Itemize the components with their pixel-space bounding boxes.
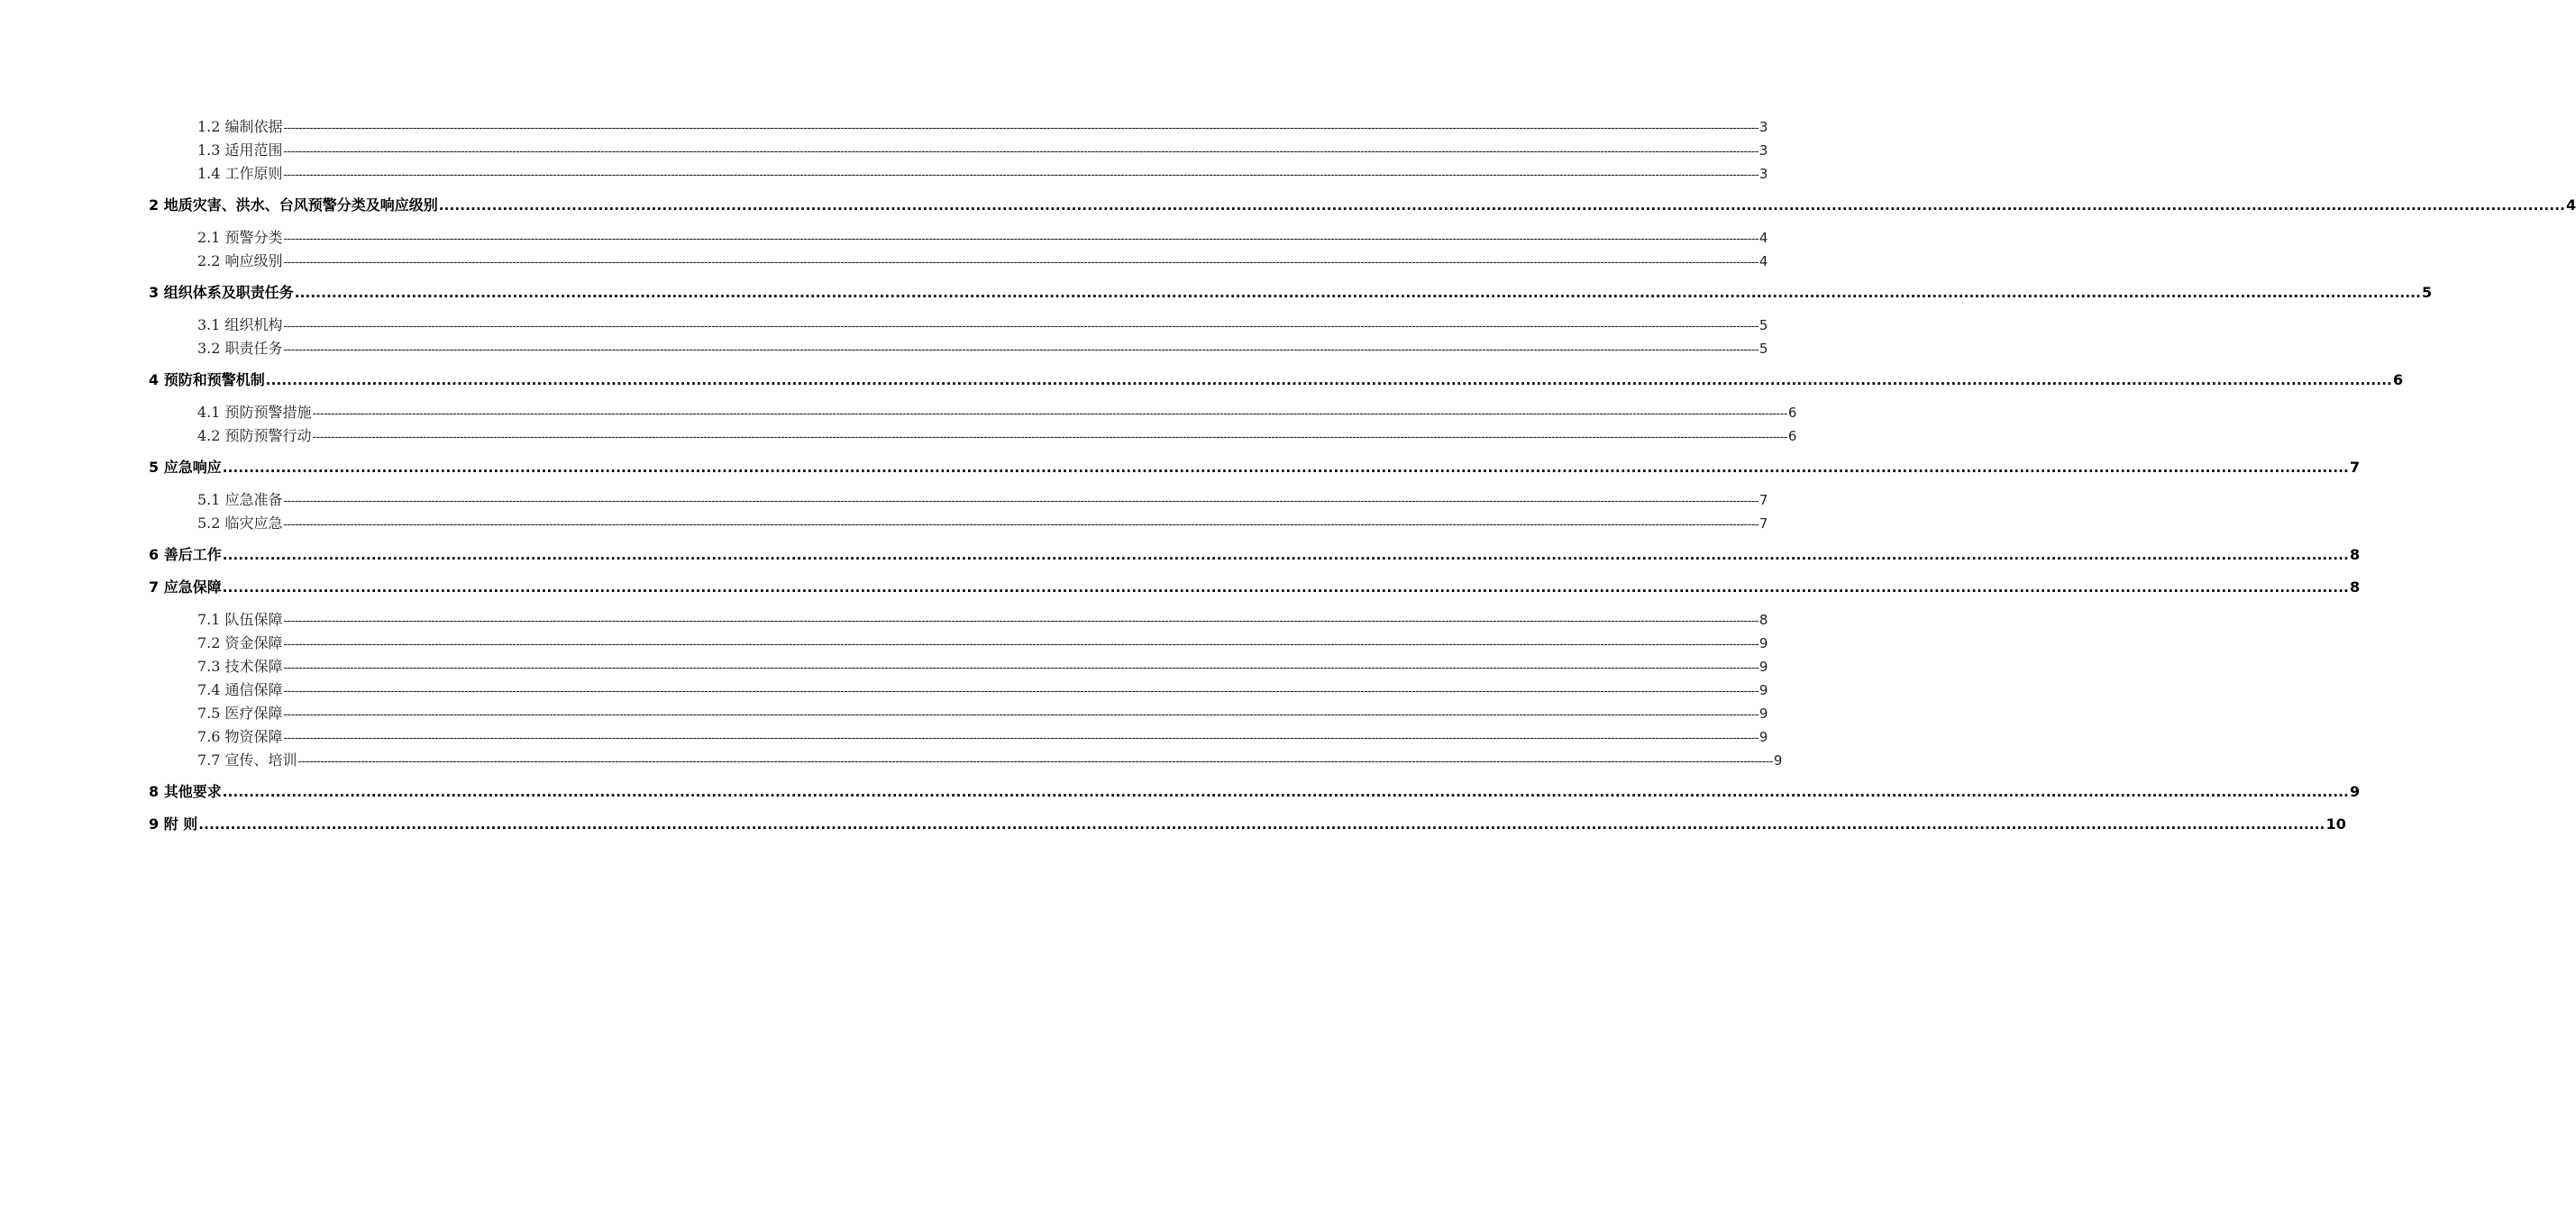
toc-entry-label: 8 其他要求 (149, 783, 222, 800)
toc-leader-dots: ---------------------------------------------------------------------------------------------------------------------------------------------------------------------------------------------------------------------------------------------------------------------------------------------------------------------------------------------------------------------------------------------------------------- (297, 755, 1773, 769)
toc-entry-page-number: 10 (2325, 815, 2346, 833)
toc-leader-dots: ................................................................................................................................................................................................................................................................................................................................................................................................................ (294, 285, 2422, 301)
toc-entry-page-number: 8 (1758, 612, 1768, 628)
toc-entry-page-number: 4 (2566, 196, 2576, 214)
toc-entry-page-number: 5 (2422, 284, 2433, 301)
toc-leader-dots: ---------------------------------------------------------------------------------------------------------------------------------------------------------------------------------------------------------------------------------------------------------------------------------------------------------------------------------------------------------------------------------------------------------------- (283, 145, 1758, 159)
toc-chapter-entry[interactable] (149, 543, 2361, 565)
toc-chapter-entry[interactable] (149, 576, 2361, 597)
toc-section-entry[interactable] (197, 512, 1768, 532)
toc-leader-dots: ................................................................................................................................................................................................................................................................................................................................................................................................................ (222, 579, 2350, 596)
toc-entry-label: 9 附 则 (149, 815, 198, 833)
toc-entry-page-number: 3 (1758, 142, 1768, 159)
toc-leader-dots: ---------------------------------------------------------------------------------------------------------------------------------------------------------------------------------------------------------------------------------------------------------------------------------------------------------------------------------------------------------------------------------------------------------------- (283, 122, 1758, 135)
toc-entry-page-number: 4 (1758, 253, 1768, 269)
toc-section-entry[interactable] (197, 115, 1768, 135)
toc-leader-dots: ---------------------------------------------------------------------------------------------------------------------------------------------------------------------------------------------------------------------------------------------------------------------------------------------------------------------------------------------------------------------------------------------------------------- (283, 661, 1758, 675)
toc-section-entry[interactable] (197, 632, 1768, 651)
toc-entry-label: 4 预防和预警机制 (149, 371, 265, 388)
toc-entry-page-number: 9 (1758, 682, 1768, 698)
toc-entry-label: 7.6 物资保障 (197, 728, 283, 745)
toc-entry-label: 3.2 职责任务 (197, 340, 283, 357)
toc-entry-page-number: 7 (1758, 515, 1768, 532)
toc-chapter-entry[interactable] (149, 456, 2361, 478)
toc-entry-label: 2 地质灾害、洪水、台风预警分类及响应级别 (149, 196, 438, 214)
toc-section-entry[interactable] (197, 139, 1768, 159)
toc-entry-label: 6 善后工作 (149, 546, 222, 563)
toc-entry-page-number: 3 (1758, 166, 1768, 182)
toc-leader-dots: ---------------------------------------------------------------------------------------------------------------------------------------------------------------------------------------------------------------------------------------------------------------------------------------------------------------------------------------------------------------------------------------------------------------- (283, 320, 1758, 333)
toc-leader-dots: ---------------------------------------------------------------------------------------------------------------------------------------------------------------------------------------------------------------------------------------------------------------------------------------------------------------------------------------------------------------------------------------------------------------- (283, 232, 1758, 246)
toc-section-entry[interactable] (197, 488, 1768, 508)
toc-leader-dots: ---------------------------------------------------------------------------------------------------------------------------------------------------------------------------------------------------------------------------------------------------------------------------------------------------------------------------------------------------------------------------------------------------------------- (283, 732, 1758, 745)
toc-section-entry[interactable] (197, 725, 1768, 745)
toc-entry-label: 7 应急保障 (149, 578, 222, 596)
toc-entry-label: 2.2 响应级别 (197, 252, 283, 269)
toc-entry-page-number: 9 (1773, 752, 1783, 769)
toc-entry-label: 3.1 组织机构 (197, 316, 283, 333)
toc-entry-page-number: 8 (2350, 546, 2361, 563)
toc-entry-page-number: 9 (1758, 729, 1768, 745)
toc-leader-dots: ---------------------------------------------------------------------------------------------------------------------------------------------------------------------------------------------------------------------------------------------------------------------------------------------------------------------------------------------------------------------------------------------------------------- (283, 343, 1758, 357)
toc-entry-page-number: 9 (2350, 783, 2361, 800)
toc-entry-label: 7.4 通信保障 (197, 681, 283, 698)
toc-chapter-entry[interactable] (149, 780, 2361, 802)
toc-leader-dots: ................................................................................................................................................................................................................................................................................................................................................................................................................ (198, 816, 2325, 833)
toc-entry-label: 7.7 宣传、培训 (197, 751, 297, 769)
toc-section-entry[interactable] (197, 678, 1768, 698)
toc-entry-page-number: 7 (1758, 492, 1768, 508)
toc-entry-label: 2.1 预警分类 (197, 229, 283, 246)
toc-entry-label: 1.4 工作原则 (197, 165, 283, 182)
toc-entry-label: 7.3 技术保障 (197, 658, 283, 675)
toc-section-entry[interactable] (197, 226, 1768, 246)
toc-leader-dots: ................................................................................................................................................................................................................................................................................................................................................................................................................ (438, 197, 2566, 214)
toc-leader-dots: ---------------------------------------------------------------------------------------------------------------------------------------------------------------------------------------------------------------------------------------------------------------------------------------------------------------------------------------------------------------------------------------------------------------- (283, 256, 1758, 269)
toc-section-entry[interactable] (197, 337, 1768, 357)
toc-chapter-entry[interactable] (149, 813, 2346, 834)
toc-entry-page-number: 9 (1758, 706, 1768, 722)
toc-entry-page-number: 8 (2350, 578, 2361, 596)
toc-section-entry[interactable] (197, 401, 1797, 421)
toc-leader-dots: ................................................................................................................................................................................................................................................................................................................................................................................................................ (222, 460, 2350, 476)
toc-section-entry[interactable] (197, 314, 1768, 333)
toc-entry-label: 7.1 队伍保障 (197, 611, 283, 628)
toc-chapter-entry[interactable] (149, 194, 2576, 215)
toc-section-entry[interactable] (197, 608, 1768, 628)
toc-section-entry[interactable] (197, 702, 1768, 722)
toc-entry-page-number: 6 (2393, 371, 2404, 388)
toc-entry-label: 5 应急响应 (149, 459, 222, 476)
toc-section-entry[interactable] (197, 655, 1768, 675)
toc-leader-dots: ................................................................................................................................................................................................................................................................................................................................................................................................................ (222, 547, 2350, 563)
toc-section-entry[interactable] (197, 250, 1768, 269)
toc-leader-dots: ---------------------------------------------------------------------------------------------------------------------------------------------------------------------------------------------------------------------------------------------------------------------------------------------------------------------------------------------------------------------------------------------------------------- (283, 615, 1758, 628)
toc-leader-dots: ---------------------------------------------------------------------------------------------------------------------------------------------------------------------------------------------------------------------------------------------------------------------------------------------------------------------------------------------------------------------------------------------------------------- (312, 431, 1787, 444)
toc-leader-dots: ---------------------------------------------------------------------------------------------------------------------------------------------------------------------------------------------------------------------------------------------------------------------------------------------------------------------------------------------------------------------------------------------------------------- (283, 518, 1758, 532)
toc-entry-page-number: 7 (2350, 459, 2361, 476)
toc-section-entry[interactable] (197, 424, 1797, 444)
toc-leader-dots: ................................................................................................................................................................................................................................................................................................................................................................................................................ (265, 372, 2393, 388)
toc-entry-label: 3 组织体系及职责任务 (149, 284, 294, 301)
toc-entry-label: 5.1 应急准备 (197, 491, 283, 508)
toc-entry-label: 5.2 临灾应急 (197, 514, 283, 532)
toc-entry-page-number: 6 (1787, 405, 1797, 421)
toc-entry-page-number: 9 (1758, 635, 1768, 651)
toc-entry-label: 1.2 编制依据 (197, 118, 283, 135)
toc-entry-label: 4.2 预防预警行动 (197, 427, 312, 444)
toc-chapter-entry[interactable] (149, 281, 2433, 303)
toc-entry-page-number: 5 (1758, 341, 1768, 357)
toc-entry-label: 7.5 医疗保障 (197, 705, 283, 722)
toc-leader-dots: ---------------------------------------------------------------------------------------------------------------------------------------------------------------------------------------------------------------------------------------------------------------------------------------------------------------------------------------------------------------------------------------------------------------- (283, 685, 1758, 698)
toc-section-entry[interactable] (197, 162, 1768, 182)
toc-entry-page-number: 6 (1787, 428, 1797, 444)
toc-entry-label: 1.3 适用范围 (197, 141, 283, 159)
toc-leader-dots: ---------------------------------------------------------------------------------------------------------------------------------------------------------------------------------------------------------------------------------------------------------------------------------------------------------------------------------------------------------------------------------------------------------------- (312, 407, 1787, 421)
toc-leader-dots: ---------------------------------------------------------------------------------------------------------------------------------------------------------------------------------------------------------------------------------------------------------------------------------------------------------------------------------------------------------------------------------------------------------------- (283, 495, 1758, 508)
toc-entry-page-number: 3 (1758, 119, 1768, 135)
toc-entry-page-number: 5 (1758, 317, 1768, 333)
toc-chapter-entry[interactable] (149, 369, 2404, 390)
toc-entry-label: 7.2 资金保障 (197, 634, 283, 651)
toc-leader-dots: ---------------------------------------------------------------------------------------------------------------------------------------------------------------------------------------------------------------------------------------------------------------------------------------------------------------------------------------------------------------------------------------------------------------- (283, 168, 1758, 182)
toc-leader-dots: ---------------------------------------------------------------------------------------------------------------------------------------------------------------------------------------------------------------------------------------------------------------------------------------------------------------------------------------------------------------------------------------------------------------- (283, 638, 1758, 651)
toc-leader-dots: ---------------------------------------------------------------------------------------------------------------------------------------------------------------------------------------------------------------------------------------------------------------------------------------------------------------------------------------------------------------------------------------------------------------- (283, 708, 1758, 722)
toc-entry-label: 4.1 预防预警措施 (197, 404, 312, 421)
toc-section-entry[interactable] (197, 749, 1783, 769)
toc-entry-page-number: 9 (1758, 659, 1768, 675)
toc-entry-page-number: 4 (1758, 230, 1768, 246)
toc-leader-dots: ................................................................................................................................................................................................................................................................................................................................................................................................................ (222, 784, 2350, 800)
